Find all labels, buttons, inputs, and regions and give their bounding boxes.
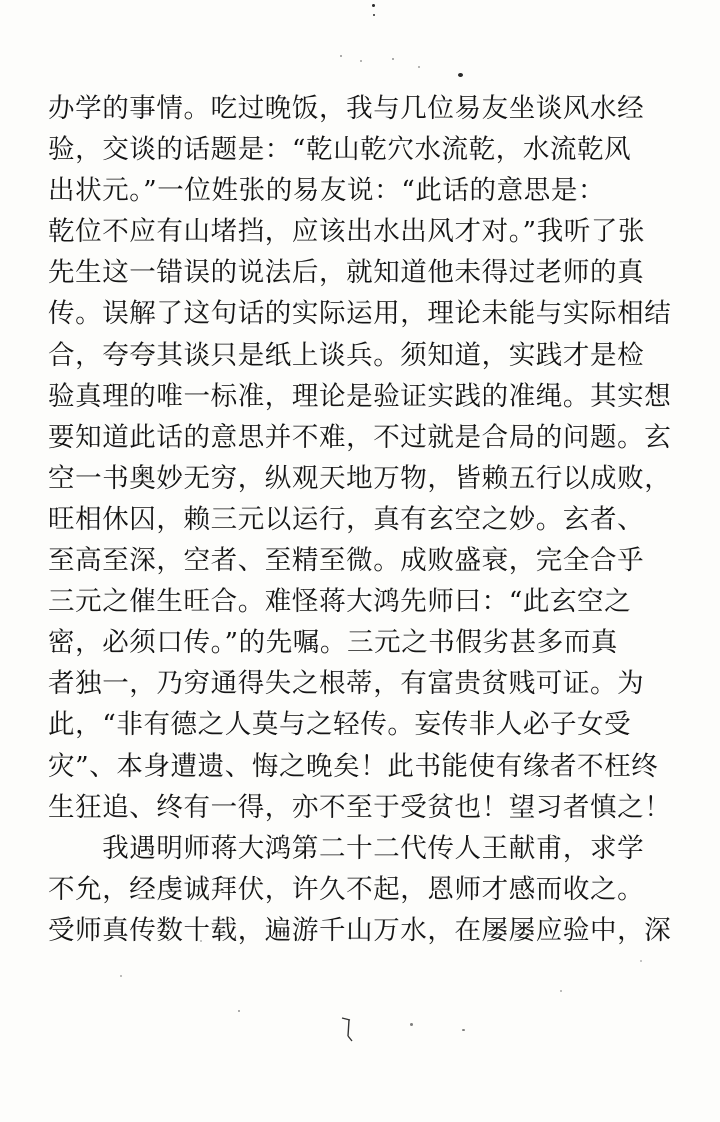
text-line: 验真理的唯一标准，理论是验证实践的准绳。其实想 [48, 380, 672, 412]
text-line: 出状元。”一位姓张的易友说：“此话的意思是： [48, 175, 606, 207]
text-line: 先生这一错误的说法后，就知道他未得过老师的真 [48, 257, 645, 289]
text-line: 生狂追、终有一得，亦不至于受贫也！望习者慎之！ [48, 791, 672, 823]
text-line: 灾”、本身遭遗、悔之晚矣！此书能使有缘者不枉终 [48, 750, 659, 782]
scan-speck [560, 990, 562, 992]
scan-speck [392, 58, 394, 60]
text-line: 受师真传数十载，遍游千山万水，在屡屡应验中，深 [48, 914, 672, 946]
text-line: 合，夸夸其谈只是纸上谈兵。须知道，实践才是检 [48, 339, 645, 371]
scan-speck [373, 14, 375, 16]
scan-speck [120, 975, 122, 977]
scan-speck [640, 960, 642, 962]
paragraph-start-line: 我遇明师蒋大鸿第二十二代传人王献甫，求学 [48, 832, 645, 864]
text-line: 乾位不应有山堵挡，应该出水出风才对。”我听了张 [48, 216, 646, 248]
scan-speck [462, 1029, 465, 1031]
scan-speck [360, 60, 362, 62]
text-line: 办学的事情。吃过晚饭，我与几位易友坐谈风水经 [48, 93, 645, 124]
text-line: 空一书奥妙无穷，纵观天地万物，皆赖五行以成败， [48, 462, 672, 494]
text-line: 此，“非有德之人莫与之轻传。妄传非人必子女受 [48, 709, 632, 741]
text-line: 三元之催生旺合。难怪蒋大鸿先师曰：“此玄空之 [48, 586, 632, 618]
scan-speck [410, 1023, 413, 1026]
body-text [48, 88, 678, 951]
scan-speck [340, 55, 342, 57]
text-line: 验，交谈的话题是：“乾山乾穴水流乾，水流乾风 [48, 134, 632, 166]
scan-speck [458, 73, 463, 77]
text-line: 者独一，乃穷通得失之根蒂，有富贵贫贱可证。为 [48, 668, 645, 700]
text-line: 至高至深，空者、至精至微。成败盛衰，完全合乎 [48, 545, 645, 577]
scan-speck [372, 4, 375, 7]
text-line: 传。误解了这句话的实际运用，理论未能与实际相结 [48, 298, 672, 330]
text-line: 密，必须口传。”的先嘱。三元之书假劣甚多而真 [48, 627, 618, 659]
text-line: 不允，经虔诚拜伏，许久不起，恩师才感而收之。 [48, 873, 645, 905]
text-line: 要知道此话的意思并不难，不过就是合局的问题。玄 [48, 421, 672, 453]
scan-speck [238, 1010, 240, 1012]
scan-speck [418, 66, 420, 68]
text-line: 旺相休囚，赖三元以运行，真有玄空之妙。玄者、 [48, 503, 645, 535]
scan-mark [338, 1014, 360, 1044]
